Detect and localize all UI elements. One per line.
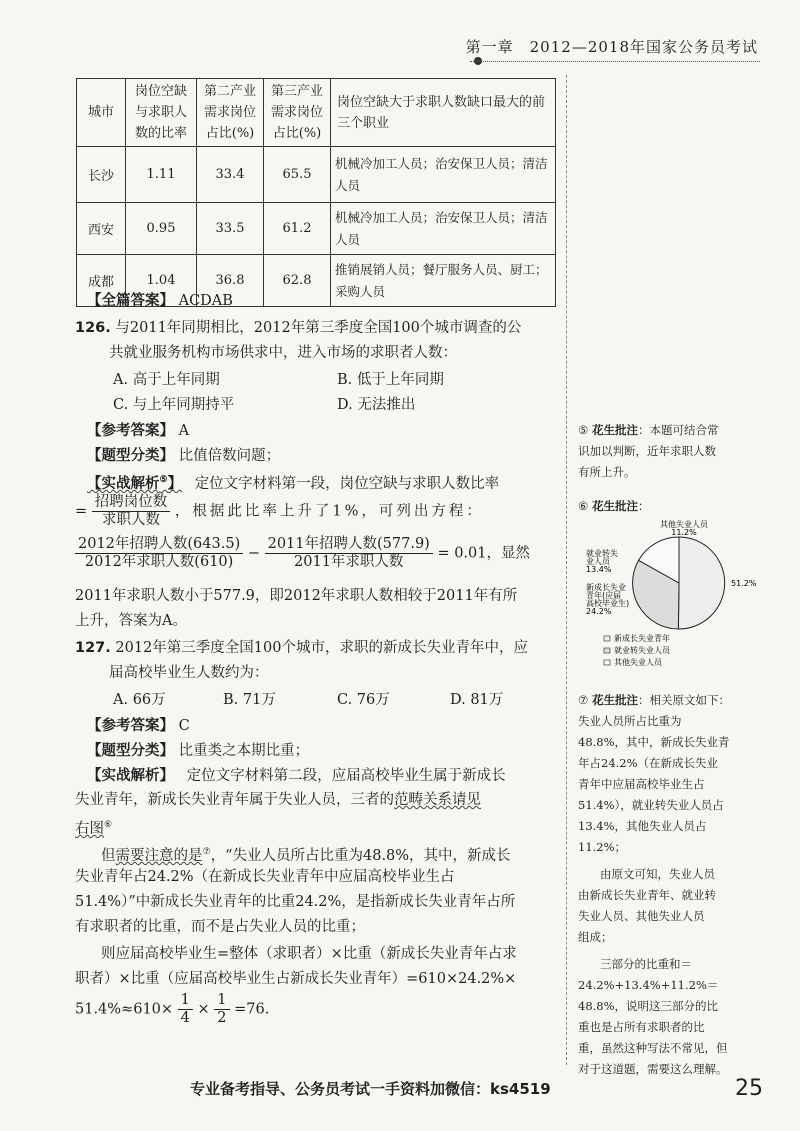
q127-analysis [87,763,506,789]
option-a: A. 66万 [113,692,166,708]
text: ： [637,499,650,513]
table-header-row [77,79,556,147]
option-d: D. 无法推出 [337,397,416,413]
text: 失业青年，新成长失业青年属于失业人员，三者的 [75,792,394,808]
header-rule [470,61,760,62]
table-row [77,203,556,255]
table-cell: 33.5 [197,203,264,255]
text: 上升，答案为A。 [75,613,187,629]
pie-label-mid: 新成长失业 [586,583,626,592]
table-header-cell: 岗位空缺与求职人数的比率 [126,79,197,147]
footer-promo: 专业备考指导、公务员考试一手资料加微信：ks4519 [190,1080,551,1098]
text: = 0.01，显然 [437,545,530,562]
value: 比值倍数问题； [178,448,281,464]
table-cell: 1.11 [126,147,197,203]
legend-swatch [604,636,610,641]
denominator: 求职人数 [102,512,161,528]
fraction [178,992,193,1027]
q126-analysis [87,468,499,497]
q127-stem [75,636,528,661]
footnote-mark: ⑦ [202,847,211,857]
pie-label-mid: 高校毕业生) [586,599,630,608]
label: 【全篇答案】 [87,292,174,309]
text: = [75,503,88,520]
q127-final-formula [75,992,269,1027]
text: 则应届高校毕业生=整体（求职者）×比重（新成长失业青年占求 [101,946,517,962]
note-mark: ⑤ [578,423,589,437]
table-cell: 成都 [77,255,126,307]
q126-type [87,443,280,469]
text: 重，虽然这种写法不常见，但 [578,1041,728,1055]
label: 【题型分类】 [87,447,174,464]
option-c: C. 与上年同期持平 [113,397,235,413]
note-mark: ⑥ [578,499,589,513]
city-table [76,78,556,307]
text: 2012年第三季度全国100个城市，求职的新成长失业青年中，应 [115,640,528,656]
denominator: 4 [180,1010,190,1026]
footnote-mark: ⑤ [159,475,168,485]
option-c: C. 76万 [337,692,390,708]
q127-reference [87,713,190,739]
table-cell: 机械冷加工人员；治安保卫人员；清洁人员 [331,147,556,203]
q126-formula1 [75,494,484,529]
value: C [178,718,190,734]
numerator: 招聘岗位数 [92,494,171,512]
text: 需要注意的是 [115,847,203,864]
table-cell: 0.95 [126,203,197,255]
text: ：本题可结合常 [637,423,719,437]
text: 51.4%），就业转失业人员占 [578,798,724,812]
footnote-mark: ⑥ [104,820,113,830]
table-cell: 61.2 [264,203,331,255]
question-number: 127. [75,640,111,656]
text: 有所上升。 [578,465,636,479]
denominator: 2011年求职人数 [294,554,404,570]
text: 定位文字材料第二段，应届高校毕业生属于新成长 [186,768,506,784]
legend-item: 新成长失业青年 [614,634,670,643]
text: 三部分的比重和＝ [600,957,692,971]
q127-type [87,738,309,764]
table-cell: 36.8 [197,255,264,307]
note-line [578,420,778,441]
side-note-7 [578,690,778,1080]
denominator: 2 [217,1010,227,1026]
text: 有求职者的比重，而不是占失业人员的比重； [75,919,365,935]
option-d: D. 81万 [450,692,504,708]
numerator: 2011年招聘人数(577.9) [265,536,433,554]
text: 24.2%+13.4%+11.2%＝ [578,978,719,992]
text: − [247,545,260,562]
pie-slice-new-youth [678,537,724,629]
text: 失业青年占24.2%（在新成长失业青年中应届高校毕业生占 [75,869,455,885]
numerator: 1 [214,992,229,1010]
label [87,475,182,492]
label: 【实战解析】 [87,767,174,784]
chapter-title: 第一章 2012—2018年国家公务员考试 [465,38,758,56]
side-note-6 [578,496,778,517]
question-number: 126. [75,320,111,336]
text: 由原文可知，失业人员 [600,867,715,881]
margin-separator [566,75,567,1065]
table-cell: 62.8 [264,255,331,307]
text: × [197,1001,210,1018]
legend-swatch [604,648,610,653]
numerator: 1 [178,992,193,1010]
table-cell: 机械冷加工人员；治安保卫人员；清洁人员 [331,203,556,255]
pie [633,537,725,629]
value: ACDAB [178,293,233,309]
q127-analysis-line2 [75,788,481,813]
text: 年占24.2%（在新成长失业 [578,756,719,770]
text: 届高校毕业生人数约为： [109,665,269,681]
legend-swatch [604,660,610,665]
pie-value-right: 51.2% [731,579,757,588]
table-cell: 65.5 [264,147,331,203]
option-b: B. 71万 [223,692,276,708]
text: 13.4%，其他失业人员占 [578,819,707,833]
value: 比重类之本期比重； [178,743,310,759]
text: 职者）×比重（应届高校毕业生占新成长失业青年）=610×24.2%× [75,971,517,987]
table-cell: 长沙 [77,147,126,203]
q126-reference [87,418,189,444]
label: 【参考答案】 [87,717,174,734]
text: 共就业服务机构市场供求中，进入市场的求职者人数： [109,345,457,361]
note-mark: ⑦ [578,693,589,707]
label: 【参考答案】 [87,422,174,439]
text: 对于这道题，需要这么理解。 [578,1062,728,1076]
text: 失业人员所占比重为 [578,714,682,728]
unemployment-pie-chart [584,518,774,678]
text: 48.8%，其中，新成长失业青 [578,735,730,749]
fraction [214,992,229,1027]
text: 青年中应届高校毕业生占 [578,777,705,791]
side-note-5 [578,420,778,483]
pie-label-top: 其他失业人员 [660,520,708,529]
numerator: 2012年招聘人数(643.5) [75,536,243,554]
table-cell: 33.4 [197,147,264,203]
table-cell: 推销展销人员；餐厅服务人员、厨工；采购人员 [331,255,556,307]
text: 右图 [75,820,104,837]
text: 定位文字材料第一段，岗位空缺与求职人数比率 [194,475,500,492]
table-cell: 1.04 [126,255,197,307]
table-cell: 西安 [77,203,126,255]
option-a: A. 高于上年同期 [113,372,220,388]
denominator: 2012年求职人数(610) [84,554,234,570]
table-header-cell: 岗位空缺大于求职人数缺口最大的前三个职业 [331,79,556,147]
page-number: 25 [735,1076,763,1101]
value: A [178,423,190,439]
table-header-cell: 城市 [77,79,126,147]
q126-stem [75,316,521,341]
option-b: B. 低于上年同期 [337,372,444,388]
text: 由新成长失业青年、就业转 [578,888,716,902]
text: 51.4%≈610× [75,1001,174,1018]
text: ：相关原文如下： [637,693,730,707]
label-text: 【实战解析 [87,474,160,492]
pie-value-left: 13.4% [586,565,612,574]
text: 但 [101,847,116,864]
text: 失业人员、其他失业人员 [578,909,705,923]
page-header [0,0,800,70]
legend-item: 其他失业人员 [614,658,662,667]
text: =76. [234,1001,270,1018]
q126-formula2 [75,536,530,571]
pie-label-left: 业人员 [586,557,610,566]
fraction [75,536,243,571]
text: ，“失业人员所占比重为48.8%，其中，新成长 [210,847,511,864]
text: 48.8%，说明这三部分的比 [578,999,719,1013]
label-close: 】 [167,474,183,492]
pie-label-mid: 青年(应届 [586,591,622,600]
text: 范畴关系请见 [394,792,481,808]
text: 51.4%）”中新成长失业青年的比重24.2%，是指新成长失业青年占所 [75,894,516,910]
table-header-cell: 第二产业需求岗位占比(%) [197,79,264,147]
table-row [77,147,556,203]
legend-item: 就业转失业人员 [614,646,670,655]
text: 识加以判断，近年求职人数 [578,444,716,458]
pie-value-mid: 24.2% [586,607,612,616]
pie-value-top: 11.2% [671,528,697,537]
fraction [92,494,171,529]
text: 与2011年同期相比，2012年第三季度全国100个城市调查的公 [115,320,522,336]
q127-analysis-line3 [75,813,112,842]
text: ，根据此比率上升了1%，可列出方程： [174,503,484,520]
table-header-cell: 第三产业需求岗位占比(%) [264,79,331,147]
pie-label-left: 就业转失 [586,549,618,558]
note-title: 花生批注 [591,423,638,437]
text: 11.2%； [578,840,627,854]
note-title: 花生批注 [591,499,638,513]
note-title: 花生批注 [591,693,638,707]
text: 2011年求职人数小于577.9，即2012年求职人数相较于2011年有所 [75,588,518,604]
text: 重也是占所有求职者的比 [578,1020,705,1034]
all-answers [87,288,233,314]
fraction [265,536,433,571]
text: 组成； [578,930,613,944]
label: 【题型分类】 [87,742,174,759]
